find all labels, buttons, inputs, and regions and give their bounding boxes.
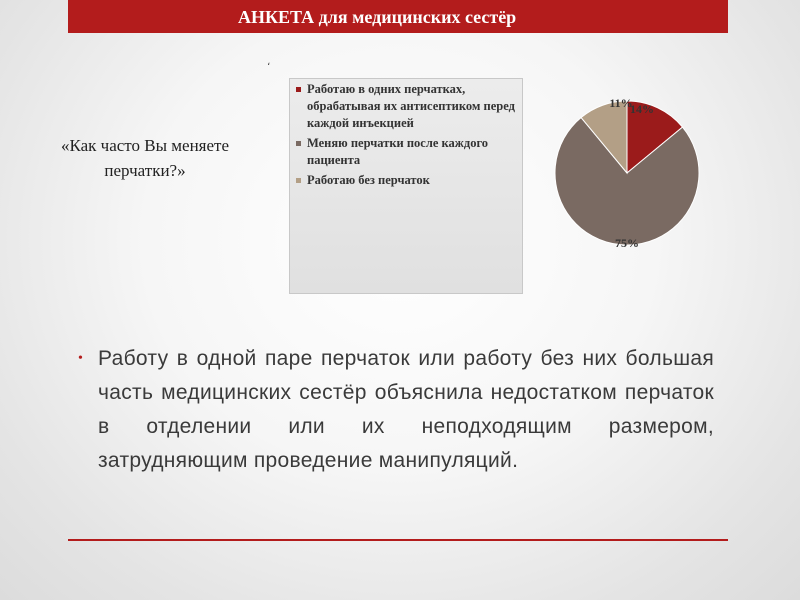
- pie-value-label: 11%: [609, 96, 633, 110]
- legend-swatch: [296, 87, 301, 92]
- bullet-marker: •: [78, 351, 83, 366]
- legend-label: Работаю в одних перчатках, обрабатывая их антисептиком перед каждой инъекцией: [307, 82, 515, 130]
- pie-value-label: 14%: [630, 102, 654, 116]
- chart-legend: [289, 78, 523, 294]
- legend-swatch: [296, 178, 301, 183]
- bottom-divider: [68, 539, 728, 541]
- small-mark: ،: [267, 57, 271, 68]
- header-title: АНКЕТА для медицинских сестёр: [238, 7, 517, 27]
- legend-swatch: [296, 141, 301, 146]
- legend-item: [296, 172, 430, 189]
- legend-label: Меняю перчатки после каждого пациента: [307, 136, 489, 167]
- header-bar: [68, 0, 728, 33]
- legend-item: [296, 81, 522, 132]
- pie-value-label: 75%: [615, 236, 639, 250]
- pie-chart: [540, 88, 720, 258]
- body-paragraph: Работу в одной паре перчаток или работу без них большая часть медицинских сестёр объяснила недостатком перчаток в отделении или их неподходящим размером, затрудняющим проведение манипуляций.: [98, 347, 714, 472]
- legend-label: Работаю без перчаток: [307, 173, 430, 187]
- legend-item: [296, 135, 522, 169]
- question-text: «Как часто Вы меняете перчатки?»: [60, 136, 230, 180]
